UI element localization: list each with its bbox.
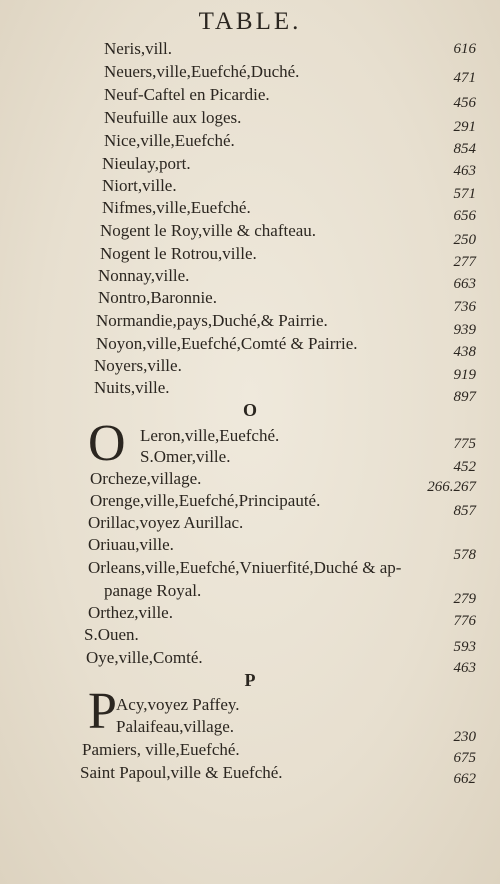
- entry-text: Oriuau,ville.: [88, 535, 174, 554]
- entry-page: 463: [453, 163, 476, 179]
- index-entry: [0, 265, 500, 292]
- index-entry: [0, 762, 500, 787]
- entry-text: S.Ouen.: [84, 625, 139, 644]
- entry-text: panage Royal.: [104, 581, 202, 600]
- drop-cap-o: O: [88, 415, 126, 472]
- index-entry: [0, 310, 500, 338]
- entry-text: Acy,voyez Paffey.: [116, 695, 240, 714]
- index-entry: [0, 197, 500, 224]
- entry-text: Saint Papoul,ville & Euefché.: [80, 763, 283, 782]
- entry-text: Nontro,Baronnie.: [98, 288, 217, 307]
- drop-cap-p: P: [88, 683, 117, 740]
- index-entry: [0, 602, 500, 629]
- index-entry: [0, 580, 500, 607]
- entry-text: Nifmes,ville,Euefché.: [102, 198, 251, 217]
- entry-page: 897: [453, 389, 476, 405]
- entry-page: 250: [453, 232, 476, 248]
- section-letter-o: O: [242, 400, 257, 420]
- entry-page: 616: [453, 41, 476, 57]
- entry-text: Noyon,ville,Euefché,Comté & Pairrie.: [96, 334, 358, 353]
- entry-page: 675: [453, 750, 476, 766]
- index-entry: [0, 534, 500, 563]
- index-entry: [0, 107, 500, 135]
- entry-page: 230: [453, 729, 476, 745]
- index-entry: [0, 739, 500, 766]
- entry-page: 463: [453, 660, 476, 676]
- entry-page: 662: [453, 771, 476, 787]
- entry-page: 571: [453, 186, 476, 202]
- index-entry: [0, 61, 500, 86]
- entry-page: 656: [453, 208, 476, 224]
- index-entry: [0, 425, 500, 452]
- entry-text: Orillac,voyez Aurillac.: [88, 513, 244, 532]
- index-entry: [0, 38, 500, 60]
- entry-text: Orcheze,village.: [90, 469, 202, 488]
- entry-page: 266.267: [427, 479, 476, 495]
- entry-page: 578: [453, 547, 476, 563]
- entry-text: Orenge,ville,Euefché,Principauté.: [90, 491, 321, 510]
- entry-text: Neuers,ville,Euefché,Duché.: [104, 62, 300, 81]
- entry-text: S.Omer,ville.: [140, 447, 231, 466]
- entry-page: 919: [453, 367, 476, 383]
- entry-text: Neufuille aux loges.: [104, 108, 242, 127]
- entry-text: Niort,ville.: [102, 176, 177, 195]
- entry-page: 939: [453, 322, 476, 338]
- entry-text: Nogent le Roy,ville & chafteau.: [100, 221, 317, 240]
- entry-text: Neris,vill.: [104, 39, 172, 58]
- index-entry: [0, 377, 500, 405]
- entry-page: 291: [453, 119, 476, 135]
- entry-text: Palaifeau,village.: [116, 717, 235, 736]
- index-entry: [0, 557, 500, 579]
- index-entry: [0, 153, 500, 179]
- entry-page: 775: [453, 436, 476, 452]
- entry-text: Nice,ville,Euefché.: [104, 131, 235, 150]
- entry-text: Nuits,ville.: [94, 378, 170, 397]
- entry-text: Nieulay,port.: [102, 154, 191, 173]
- entry-text: Orleans,ville,Euefché,Vniuerfité,Duché & ap-: [88, 558, 402, 577]
- entry-text: Normandie,pays,Duché,& Pairrie.: [96, 311, 328, 330]
- index-entry: [0, 468, 500, 495]
- entry-page: 854: [453, 141, 476, 157]
- entry-page: 279: [453, 591, 476, 607]
- entry-text: Orthez,ville.: [88, 603, 173, 622]
- index-entry: [0, 716, 500, 745]
- entry-page: 663: [453, 276, 476, 292]
- index-entry: [0, 287, 500, 315]
- index-entry: [0, 355, 500, 383]
- entry-text: Leron,ville,Euefché.: [140, 426, 280, 445]
- entry-text: Noyers,ville.: [94, 356, 182, 375]
- entry-page: 736: [453, 299, 476, 315]
- entry-page: 452: [453, 459, 476, 475]
- entry-text: Oye,ville,Comté.: [86, 648, 203, 667]
- page-header: TABLE.: [198, 8, 302, 35]
- index-entry: [0, 130, 500, 157]
- index-entry: [0, 624, 500, 655]
- index-entry: [0, 175, 500, 202]
- entry-page: 593: [453, 639, 476, 655]
- entry-text: Nogent le Rotrou,ville.: [100, 244, 257, 263]
- section-letter-p: P: [244, 670, 256, 690]
- index-entry: [0, 490, 500, 519]
- index-entry: [0, 84, 500, 111]
- entry-page: 277: [453, 254, 476, 270]
- index-entry: [0, 333, 500, 360]
- index-entry: [0, 220, 500, 248]
- entry-page: 776: [453, 613, 476, 629]
- entry-text: Pamiers, ville,Euefché.: [82, 740, 240, 759]
- entry-page: 471: [453, 70, 476, 86]
- index-entry: [0, 243, 500, 270]
- entry-page: 456: [453, 95, 476, 111]
- index-entry: [0, 647, 500, 676]
- entry-page: 857: [453, 503, 476, 519]
- entry-page: 438: [453, 344, 476, 360]
- index-entry: [0, 446, 500, 475]
- entry-text: Neuf-Caftel en Picardie.: [104, 85, 270, 104]
- entry-text: Nonnay,ville.: [98, 266, 190, 285]
- index-entry: [0, 694, 500, 716]
- index-entry: [0, 512, 500, 534]
